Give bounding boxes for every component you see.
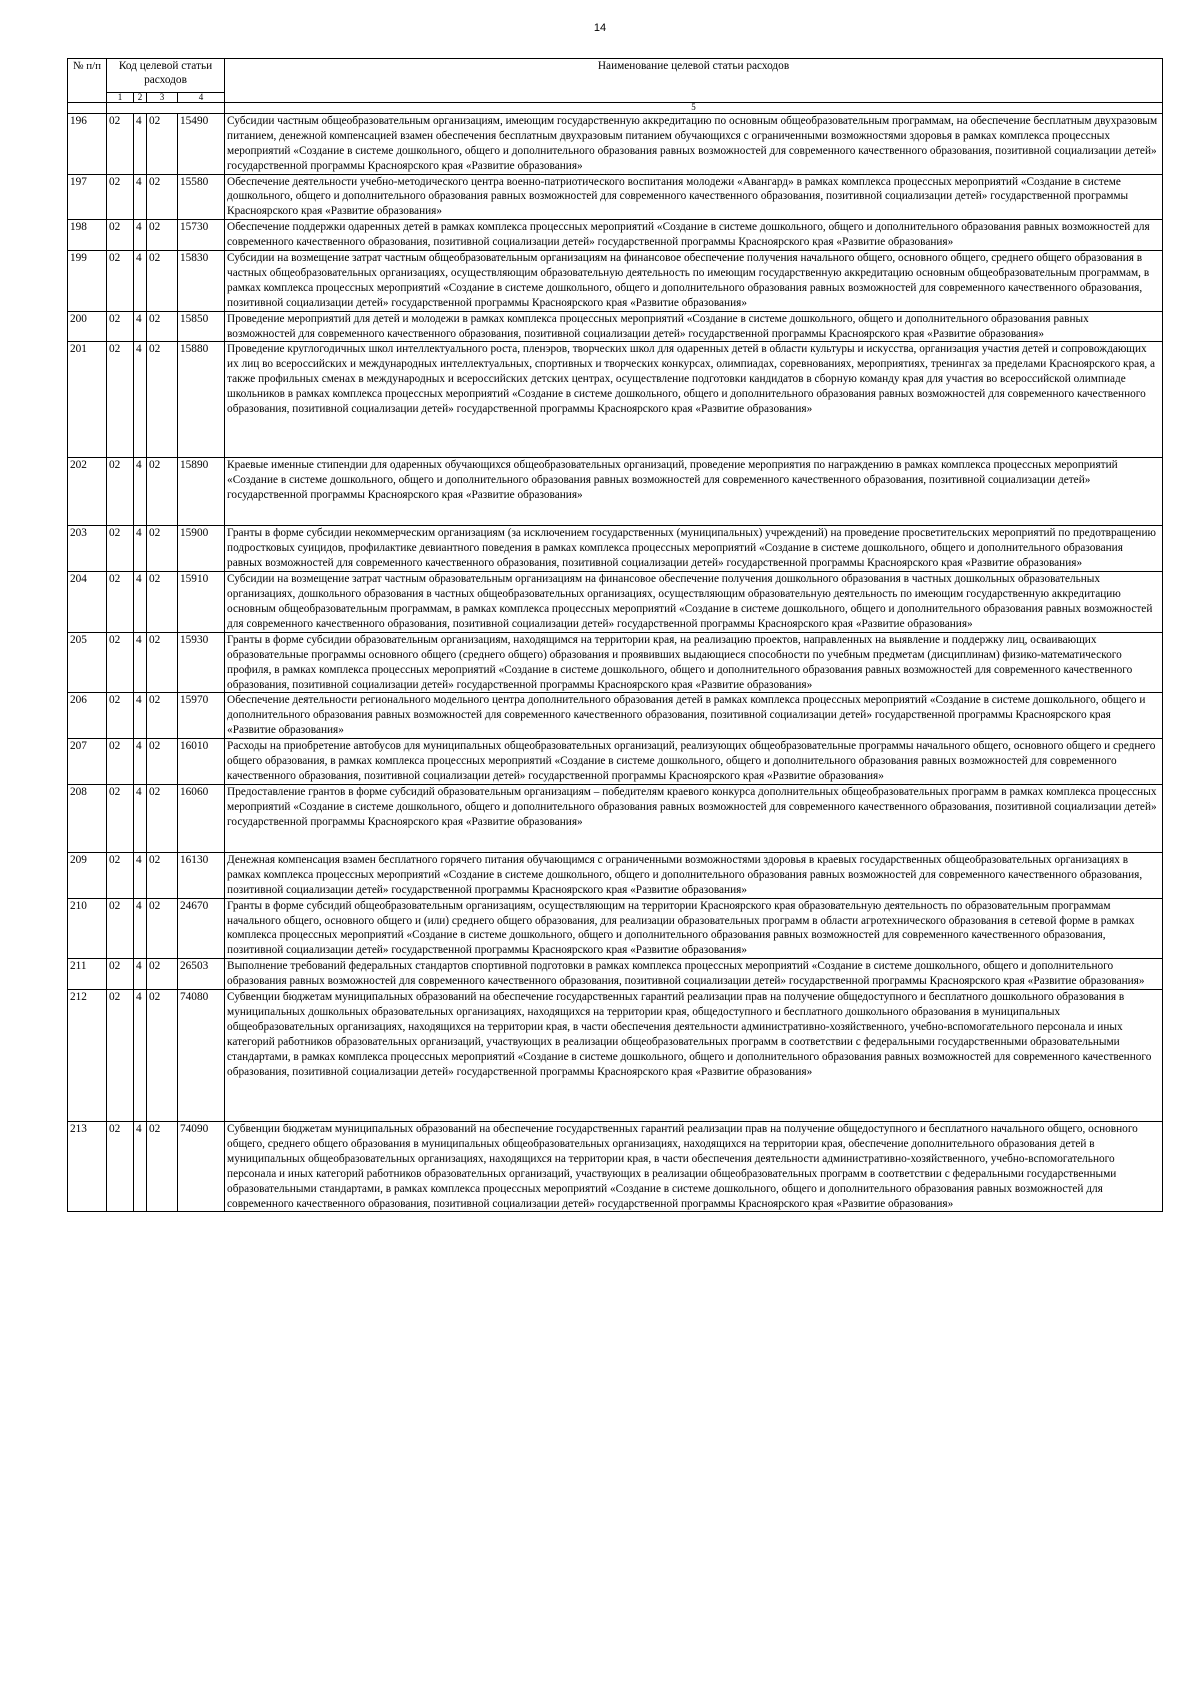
header-name: Наименование целевой статьи расходов bbox=[225, 59, 1163, 103]
code-part-1: 02 bbox=[107, 174, 134, 220]
expense-name: Расходы на приобретение автобусов для муниципальных общеобразовательных организаций, реализующих общеобразовательные программы начального общего, основного общего и среднего общего образования, в рамках комплекса процессных мероприятий «Создание в системе дошкольного, общего и дополнительного образования равных возможностей для современного качественного образования, позитивной социализации детей» государственной программы Красноярского края «Развитие образования» bbox=[225, 739, 1163, 785]
expense-name: Гранты в форме субсидии некоммерческим организациям (за исключением государственных (муниципальных) учреждений) на проведение просветительских мероприятий по предотвращению подростковых суицидов, профилактике девиантного поведения в рамках комплекса процессных мероприятий «Создание в системе дошкольного, общего и дополнительного образования равных возможностей для современного качественного образования, позитивной социализации детей» государственной программы Красноярского края «Развитие образования» bbox=[225, 526, 1163, 572]
row-number: 200 bbox=[68, 311, 107, 342]
expense-name: Обеспечение деятельности регионального модельного центра дополнительного образования детей в рамках комплекса процессных мероприятий «Создание в системе дошкольного, общего и дополнительного образования равных возможностей для современного качественного образования, позитивной социализации детей» государственной программы Красноярского края «Развитие образования» bbox=[225, 693, 1163, 739]
code-part-1: 02 bbox=[107, 342, 134, 458]
code-part-3: 02 bbox=[147, 959, 178, 990]
code-part-1: 02 bbox=[107, 251, 134, 312]
header-index: 2 bbox=[134, 93, 147, 103]
table-row bbox=[68, 251, 1163, 312]
code-part-2: 4 bbox=[134, 220, 147, 251]
table-row bbox=[68, 959, 1163, 990]
code-part-3: 02 bbox=[147, 113, 178, 174]
header-index: 3 bbox=[147, 93, 178, 103]
code-part-4: 16060 bbox=[178, 784, 225, 852]
code-part-2: 4 bbox=[134, 959, 147, 990]
code-part-2: 4 bbox=[134, 174, 147, 220]
table-row bbox=[68, 784, 1163, 852]
code-part-2: 4 bbox=[134, 251, 147, 312]
code-part-3: 02 bbox=[147, 1122, 178, 1212]
row-number: 207 bbox=[68, 739, 107, 785]
table-row bbox=[68, 898, 1163, 959]
code-part-1: 02 bbox=[107, 898, 134, 959]
code-part-2: 4 bbox=[134, 852, 147, 898]
row-number: 201 bbox=[68, 342, 107, 458]
code-part-1: 02 bbox=[107, 113, 134, 174]
header-index: 1 bbox=[107, 93, 134, 103]
code-part-4: 16010 bbox=[178, 739, 225, 785]
row-number: 199 bbox=[68, 251, 107, 312]
code-part-2: 4 bbox=[134, 311, 147, 342]
header-index-empty bbox=[68, 103, 107, 113]
expense-name: Обеспечение поддержки одаренных детей в рамках комплекса процессных мероприятий «Создание в системе дошкольного, общего и дополнительного образования равных возможностей для современного качественного образования, позитивной социализации детей» государственной программы Красноярского края «Развитие образования» bbox=[225, 220, 1163, 251]
row-number: 202 bbox=[68, 458, 107, 526]
header-num: № п/п bbox=[68, 59, 107, 103]
row-number: 206 bbox=[68, 693, 107, 739]
code-part-1: 02 bbox=[107, 959, 134, 990]
code-part-1: 02 bbox=[107, 852, 134, 898]
code-part-4: 15900 bbox=[178, 526, 225, 572]
table-row bbox=[68, 739, 1163, 785]
table-row bbox=[68, 526, 1163, 572]
table-row bbox=[68, 113, 1163, 174]
table-row bbox=[68, 990, 1163, 1122]
code-part-1: 02 bbox=[107, 693, 134, 739]
code-part-2: 4 bbox=[134, 898, 147, 959]
expense-name: Субсидии частным общеобразовательным организациям, имеющим государственную аккредитацию по основным общеобразовательным программам, на обеспечение бесплатным двухразовым питанием, денежной компенсацией взамен обеспечения бесплатным двухразовым питанием обучающихся с ограниченными возможностями здоровья в рамках комплекса процессных мероприятий «Создание в системе дошкольного, общего и дополнительного образования равных возможностей для современного качественного образования, позитивной социализации детей» государственной программы Красноярского края «Развитие образования» bbox=[225, 113, 1163, 174]
code-part-4: 16130 bbox=[178, 852, 225, 898]
row-number: 209 bbox=[68, 852, 107, 898]
expense-name: Обеспечение деятельности учебно-методического центра военно-патриотического воспитания молодежи «Авангард» в рамках комплекса процессных мероприятий «Создание в системе дошкольного, общего и дополнительного образования равных возможностей для современного качественного образования, позитивной социализации детей» государственной программы Красноярского края «Развитие образования» bbox=[225, 174, 1163, 220]
code-part-4: 26503 bbox=[178, 959, 225, 990]
row-number: 213 bbox=[68, 1122, 107, 1212]
code-part-3: 02 bbox=[147, 251, 178, 312]
code-part-1: 02 bbox=[107, 572, 134, 633]
code-part-3: 02 bbox=[147, 311, 178, 342]
code-part-2: 4 bbox=[134, 784, 147, 852]
code-part-4: 74090 bbox=[178, 1122, 225, 1212]
expense-name: Субвенции бюджетам муниципальных образований на обеспечение государственных гарантий реализации прав на получение общедоступного и бесплатного начального общего, основного общего, среднего общего образования в муниципальных общеобразовательных организациях, находящихся на территории края, обеспечение дополнительного образования детей в муниципальных общеобразовательных организациях, находящихся на территории края, в части обеспечения деятельности административно-хозяйственного, учебно-вспомогательного персонала и иных категорий работников образовательных организаций, участвующих в реализации общеобразовательных программ в соответствии с федеральными государственными образовательными стандартами, в рамках комплекса процессных мероприятий «Создание в системе дошкольного, общего и дополнительного образования равных возможностей для современного качественного образования, позитивной социализации детей» государственной программы Красноярского края «Развитие образования» bbox=[225, 1122, 1163, 1212]
row-number: 205 bbox=[68, 632, 107, 693]
table-row bbox=[68, 852, 1163, 898]
table-row bbox=[68, 693, 1163, 739]
target-expense-table bbox=[67, 58, 1163, 1212]
header-code: Код целевой статьи расходов bbox=[107, 59, 225, 93]
expense-name: Субсидии на возмещение затрат частным общеобразовательным организациям на финансовое обеспечение получения начального общего, основного общего, среднего общего образования в частных общеобразовательных организациях, осуществляющим образовательную деятельность по имеющим государственную аккредитацию основным общеобразовательным программам, в рамках комплекса процессных мероприятий «Создание в системе дошкольного, общего и дополнительного образования равных возможностей для современного качественного образования, позитивной социализации детей» государственной программы Красноярского края «Развитие образования» bbox=[225, 251, 1163, 312]
code-part-4: 15880 bbox=[178, 342, 225, 458]
code-part-1: 02 bbox=[107, 632, 134, 693]
code-part-1: 02 bbox=[107, 458, 134, 526]
table-row bbox=[68, 1122, 1163, 1212]
code-part-2: 4 bbox=[134, 526, 147, 572]
expense-name: Субвенции бюджетам муниципальных образований на обеспечение государственных гарантий реализации прав на получение общедоступного и бесплатного дошкольного образования в муниципальных дошкольных образовательных организациях, находящихся на территории края, общедоступного и бесплатного дошкольного образования в муниципальных общеобразовательных организациях, находящихся на территории края, в части обеспечения деятельности административно-хозяйственного, учебно-вспомогательного персонала и иных категорий работников образовательных организаций, участвующих в реализации общеобразовательных программ в соответствии с федеральными государственными образовательными стандартами, в рамках комплекса процессных мероприятий «Создание в системе дошкольного, общего и дополнительного образования равных возможностей для современного качественного образования, позитивной социализации детей» государственной программы Красноярского края «Развитие образования» bbox=[225, 990, 1163, 1122]
row-number: 204 bbox=[68, 572, 107, 633]
expense-name: Проведение круглогодичных школ интеллектуального роста, пленэров, творческих школ для одаренных детей в области культуры и искусства, организация участия детей и сопровождающих их лиц во всероссийских и международных интеллектуальных, спортивных и творческих конкурсах, олимпиадах, соревнованиях, мероприятиях, тренингах за пределами Красноярского края, а также профильных сменах в международных и всероссийских детских центрах, осуществление подготовки кандидатов в сборную команду края для участия во всероссийской олимпиаде школьников в рамках комплекса процессных мероприятий «Создание в системе дошкольного, общего и дополнительного образования равных возможностей для современного качественного образования, позитивной социализации детей» государственной программы Красноярского края «Развитие образования» bbox=[225, 342, 1163, 458]
code-part-2: 4 bbox=[134, 1122, 147, 1212]
page-number: 14 bbox=[593, 22, 607, 34]
expense-name: Выполнение требований федеральных стандартов спортивной подготовки в рамках комплекса процессных мероприятий «Создание в системе дошкольного, общего и дополнительного образования равных возможностей для современного качественного образования, позитивной социализации детей» государственной программы Красноярского края «Развитие образования» bbox=[225, 959, 1163, 990]
row-number: 198 bbox=[68, 220, 107, 251]
code-part-1: 02 bbox=[107, 784, 134, 852]
table-row bbox=[68, 458, 1163, 526]
header-index: 5 bbox=[225, 103, 1163, 113]
table-row bbox=[68, 572, 1163, 633]
row-number: 210 bbox=[68, 898, 107, 959]
code-part-4: 15580 bbox=[178, 174, 225, 220]
table-body bbox=[68, 113, 1163, 1212]
table-row bbox=[68, 174, 1163, 220]
expense-name: Предоставление грантов в форме субсидий образовательным организациям – победителям краевого конкурса дополнительных общеобразовательных программ в рамках комплекса процессных мероприятий «Создание в системе дошкольного, общего и дополнительного образования равных возможностей для современного качественного образования, позитивной социализации детей» государственной программы Красноярского края «Развитие образования» bbox=[225, 784, 1163, 852]
table-header bbox=[68, 59, 1163, 114]
code-part-3: 02 bbox=[147, 693, 178, 739]
code-part-4: 74080 bbox=[178, 990, 225, 1122]
expense-name: Гранты в форме субсидии образовательным организациям, находящимся на территории края, на реализацию проектов, направленных на выявление и поддержку лиц, осваивающих образовательные программы основного общего (среднего общего) образования и проявивших выдающиеся способности по учебным предметам (дисциплинам) физико-математического профиля, в рамках комплекса процессных мероприятий «Создание в системе дошкольного, общего и дополнительного образования равных возможностей для современного качественного образования, позитивной социализации детей» государственной программы Красноярского края «Развитие образования» bbox=[225, 632, 1163, 693]
code-part-3: 02 bbox=[147, 572, 178, 633]
expense-name: Денежная компенсация взамен бесплатного горячего питания обучающимся с ограниченными возможностями здоровья в краевых государственных общеобразовательных организациях в рамках комплекса процессных мероприятий «Создание в системе дошкольного, общего и дополнительного образования равных возможностей для современного качественного образования, позитивной социализации детей» государственной программы Красноярского края «Развитие образования» bbox=[225, 852, 1163, 898]
expense-name: Проведение мероприятий для детей и молодежи в рамках комплекса процессных мероприятий «Создание в системе дошкольного, общего и дополнительного образования равных возможностей для современного качественного образования, позитивной социализации детей» государственной программы Красноярского края «Развитие образования» bbox=[225, 311, 1163, 342]
expense-name: Субсидии на возмещение затрат частным образовательным организациям на финансовое обеспечение получения дошкольного образования в частных дошкольных образовательных организациях, дошкольного образования в частных общеобразовательных организациях, осуществляющим образовательную деятельность по имеющим государственную аккредитацию основным общеобразовательным программам, в рамках комплекса процессных мероприятий «Создание в системе дошкольного, общего и дополнительного образования равных возможностей для современного качественного образования, позитивной социализации детей» государственной программы Красноярского края «Развитие образования» bbox=[225, 572, 1163, 633]
code-part-2: 4 bbox=[134, 739, 147, 785]
table-row bbox=[68, 311, 1163, 342]
code-part-3: 02 bbox=[147, 898, 178, 959]
code-part-1: 02 bbox=[107, 739, 134, 785]
row-number: 203 bbox=[68, 526, 107, 572]
code-part-2: 4 bbox=[134, 990, 147, 1122]
code-part-2: 4 bbox=[134, 342, 147, 458]
code-part-4: 24670 bbox=[178, 898, 225, 959]
code-part-1: 02 bbox=[107, 1122, 134, 1212]
code-part-4: 15910 bbox=[178, 572, 225, 633]
code-part-4: 15830 bbox=[178, 251, 225, 312]
code-part-3: 02 bbox=[147, 526, 178, 572]
table-row bbox=[68, 632, 1163, 693]
code-part-3: 02 bbox=[147, 852, 178, 898]
header-index: 4 bbox=[178, 93, 225, 103]
code-part-3: 02 bbox=[147, 174, 178, 220]
code-part-2: 4 bbox=[134, 632, 147, 693]
code-part-3: 02 bbox=[147, 458, 178, 526]
table-row bbox=[68, 220, 1163, 251]
code-part-1: 02 bbox=[107, 220, 134, 251]
code-part-1: 02 bbox=[107, 311, 134, 342]
code-part-1: 02 bbox=[107, 526, 134, 572]
code-part-2: 4 bbox=[134, 113, 147, 174]
table-row bbox=[68, 342, 1163, 458]
code-part-2: 4 bbox=[134, 693, 147, 739]
code-part-4: 15850 bbox=[178, 311, 225, 342]
code-part-3: 02 bbox=[147, 342, 178, 458]
code-part-4: 15730 bbox=[178, 220, 225, 251]
code-part-2: 4 bbox=[134, 458, 147, 526]
code-part-3: 02 bbox=[147, 784, 178, 852]
row-number: 211 bbox=[68, 959, 107, 990]
code-part-2: 4 bbox=[134, 572, 147, 633]
code-part-3: 02 bbox=[147, 990, 178, 1122]
row-number: 208 bbox=[68, 784, 107, 852]
code-part-4: 15890 bbox=[178, 458, 225, 526]
code-part-1: 02 bbox=[107, 990, 134, 1122]
code-part-3: 02 bbox=[147, 220, 178, 251]
code-part-4: 15970 bbox=[178, 693, 225, 739]
expense-name: Краевые именные стипендии для одаренных обучающихся общеобразовательных организаций, проведение мероприятия по награждению в рамках комплекса процессных мероприятий «Создание в системе дошкольного, общего и дополнительного образования равных возможностей для современного качественного образования, позитивной социализации детей» государственной программы Красноярского края «Развитие образования» bbox=[225, 458, 1163, 526]
code-part-4: 15490 bbox=[178, 113, 225, 174]
code-part-3: 02 bbox=[147, 739, 178, 785]
code-part-4: 15930 bbox=[178, 632, 225, 693]
expense-name: Гранты в форме субсидий общеобразовательным организациям, осуществляющим на территории Красноярского края образовательную деятельность по образовательным программам начального общего, основного общего и (или) среднего общего образования, для реализации образовательных программ в области агротехнического образования в сетевой форме в рамках комплекса процессных мероприятий «Создание в системе дошкольного, общего и дополнительного образования равных возможностей для современного качественного образования, позитивной социализации детей» государственной программы Красноярского края «Развитие образования» bbox=[225, 898, 1163, 959]
row-number: 196 bbox=[68, 113, 107, 174]
row-number: 212 bbox=[68, 990, 107, 1122]
header-index-empty bbox=[107, 103, 225, 113]
row-number: 197 bbox=[68, 174, 107, 220]
code-part-3: 02 bbox=[147, 632, 178, 693]
